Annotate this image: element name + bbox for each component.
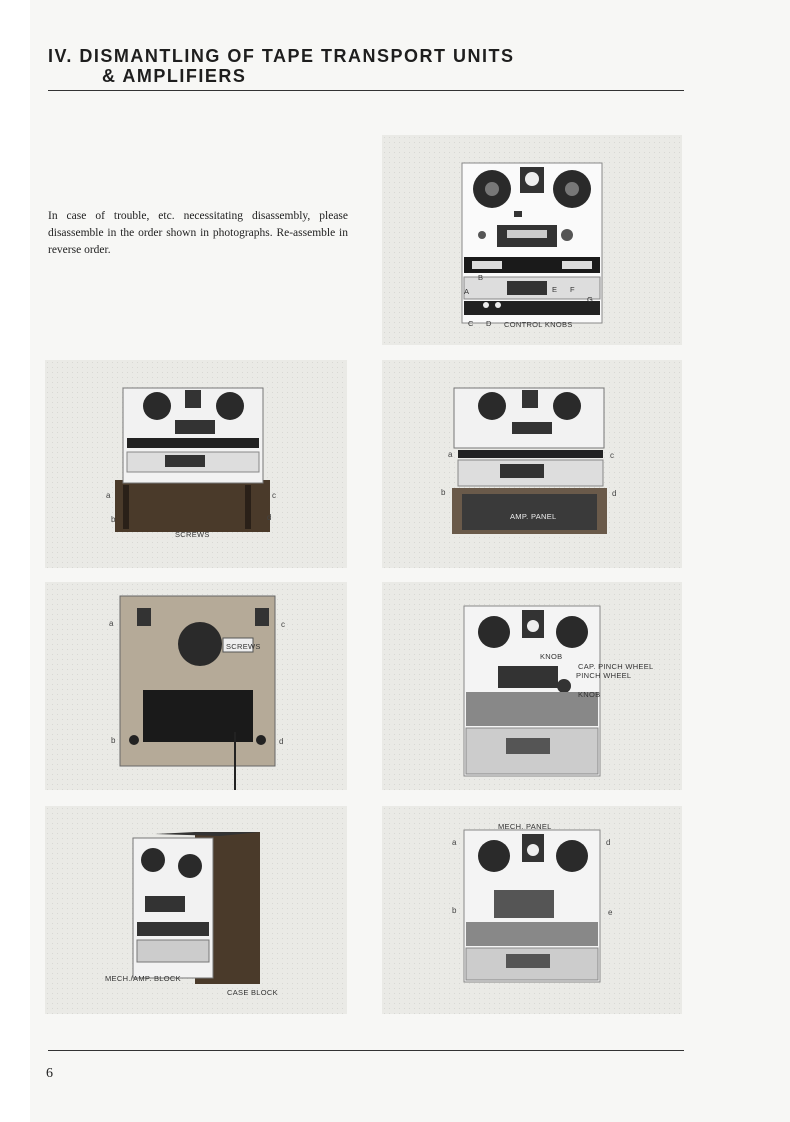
photo-5-label-b: b	[441, 488, 446, 497]
photo-4-label-a: A	[464, 287, 470, 296]
photo-4-label-c: C	[468, 319, 474, 328]
photo-1-label-a: a	[106, 491, 111, 500]
photo-1-label-d: d	[267, 513, 272, 522]
photo-2	[45, 582, 347, 790]
photo-7-label-a: a	[452, 838, 457, 847]
photo-2-caption: SCREWS	[226, 642, 261, 651]
photo-6-caption-knob: KNOB	[540, 652, 563, 661]
photo-7-caption: MECH. PANEL	[498, 822, 552, 831]
heading-line-1: IV. DISMANTLING OF TAPE TRANSPORT UNITS	[48, 46, 515, 66]
heading-line-2: & AMPLIFIERS	[102, 66, 247, 86]
footer-rule	[48, 1050, 684, 1051]
photo-7-label-d: d	[606, 838, 611, 847]
photo-6-mechanism-illustration	[382, 582, 682, 790]
photo-2-label-c: c	[281, 620, 285, 629]
photo-6-caption-cap-pinch-wheel: CAP. PINCH WHEEL	[578, 662, 654, 671]
photo-1-caption: SCREWS	[175, 530, 210, 539]
photo-7	[382, 806, 682, 1014]
photo-3-caption-mech-amp-block: MECH./AMP. BLOCK	[105, 974, 181, 983]
photo-5-deck-illustration	[382, 360, 682, 568]
photo-3-caption-case-block: CASE BLOCK	[227, 988, 278, 997]
photo-5-label-a: a	[448, 450, 453, 459]
photo-5-label-c: c	[610, 451, 614, 460]
photo-4-deck-illustration	[382, 135, 682, 345]
photo-4-caption: CONTROL KNOBS	[504, 320, 573, 329]
photo-4	[382, 135, 682, 345]
photo-6-caption-pinch-wheel: PINCH WHEEL	[576, 671, 632, 680]
photo-7-label-e: e	[608, 908, 613, 917]
photo-3	[45, 806, 347, 1014]
photo-2-label-b: b	[111, 736, 116, 745]
page-margin-shade	[0, 0, 30, 1122]
photo-2-label-a: a	[109, 619, 114, 628]
photo-1-label-c: c	[272, 491, 276, 500]
photo-5-caption: AMP. PANEL	[510, 512, 557, 521]
photo-6-caption-knob-2: KNOB	[578, 690, 601, 699]
photo-5-label-d: d	[612, 489, 617, 498]
photo-5	[382, 360, 682, 568]
photo-1	[45, 360, 347, 568]
photo-7-mech-panel-illustration	[382, 806, 682, 1014]
photo-4-label-f: F	[570, 285, 575, 294]
intro-paragraph: In case of trouble, etc. necessitating disassembly, please disassemble in the order shown in photographs. Re-assemble in reverse order.	[48, 210, 348, 256]
photo-6	[382, 582, 682, 790]
photo-1-label-b: b	[111, 515, 116, 524]
heading-rule	[48, 90, 684, 91]
photo-4-label-e: E	[552, 285, 558, 294]
photo-2-label-d: d	[279, 737, 284, 746]
photo-4-label-b: B	[478, 273, 484, 282]
photo-7-label-b: b	[452, 906, 457, 915]
section-heading	[48, 46, 515, 86]
photo-4-label-g: G	[587, 295, 594, 304]
photo-4-label-d: D	[486, 319, 492, 328]
photo-3-blocks-illustration	[45, 806, 347, 1014]
page-number: 6	[46, 1066, 53, 1081]
photo-2-case-back-illustration	[45, 582, 347, 790]
